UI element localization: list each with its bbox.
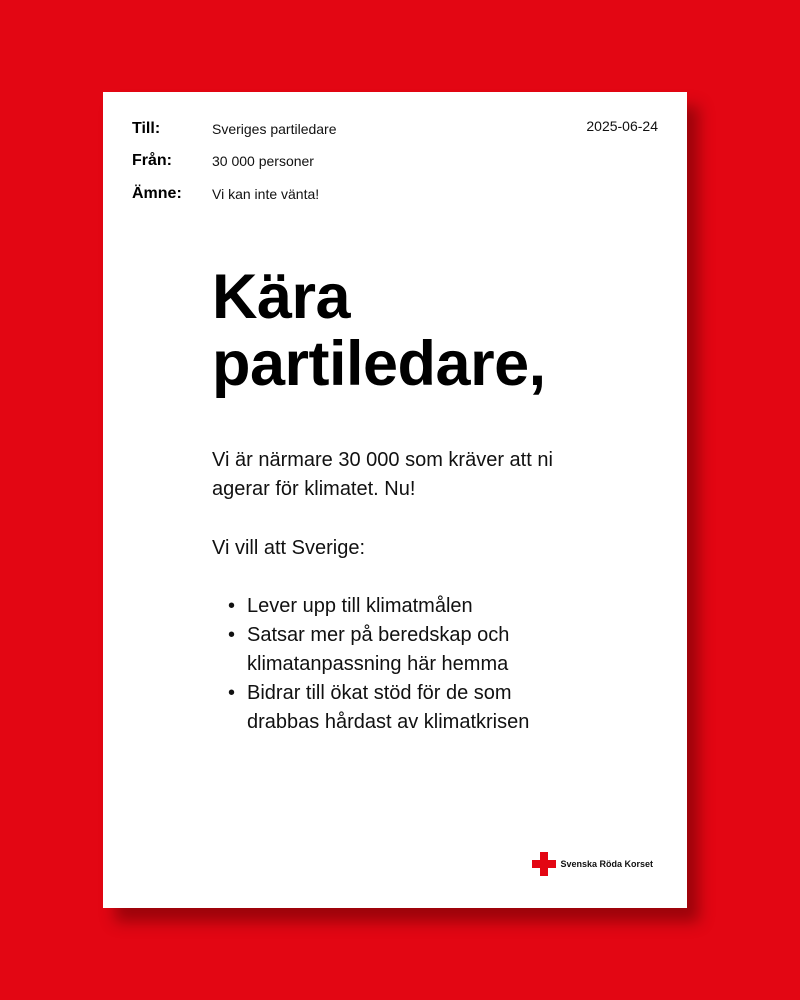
demand-line: klimatanpassning här hemma (247, 653, 509, 675)
from-label: Från: (132, 152, 172, 169)
demand-line: Bidrar till ökat stöd för de som (247, 682, 512, 704)
to-row (132, 117, 337, 141)
bullet-icon: • (228, 682, 236, 704)
to-label: Till: (132, 120, 161, 137)
greeting-line-2: partiledare, (212, 329, 546, 399)
to-value: Sveriges partiledare (212, 121, 337, 137)
greeting-heading (212, 264, 672, 398)
demand-line: drabbas hårdast av klimatkrisen (247, 711, 530, 733)
letter-date: 2025-06-24 (586, 118, 658, 134)
from-value: 30 000 personer (212, 153, 314, 169)
red-cross-logo (531, 851, 653, 877)
greeting-line-1: Kära (212, 262, 351, 332)
subject-value: Vi kan inte vänta! (212, 186, 320, 202)
red-cross-icon (531, 851, 557, 877)
list-item (212, 679, 612, 737)
letter-page (103, 92, 687, 908)
bullet-icon: • (228, 595, 236, 617)
demand-line: Lever upp till klimatmålen (247, 595, 473, 617)
lead-paragraph: Vi vill att Sverige: (212, 537, 366, 559)
subject-label: Ämne: (132, 185, 182, 202)
subject-row (132, 182, 319, 206)
from-row (132, 149, 314, 173)
intro-line-1: Vi är närmare 30 000 som kräver att ni (212, 449, 553, 471)
intro-paragraph (212, 446, 632, 504)
bullet-icon: • (228, 624, 236, 646)
list-item (212, 592, 612, 621)
intro-line-2: agerar för klimatet. Nu! (212, 478, 416, 500)
demand-line: Satsar mer på beredskap och (247, 624, 510, 646)
list-item (212, 621, 612, 679)
logo-text: Svenska Röda Korset (560, 859, 653, 869)
demands-list (212, 592, 612, 737)
